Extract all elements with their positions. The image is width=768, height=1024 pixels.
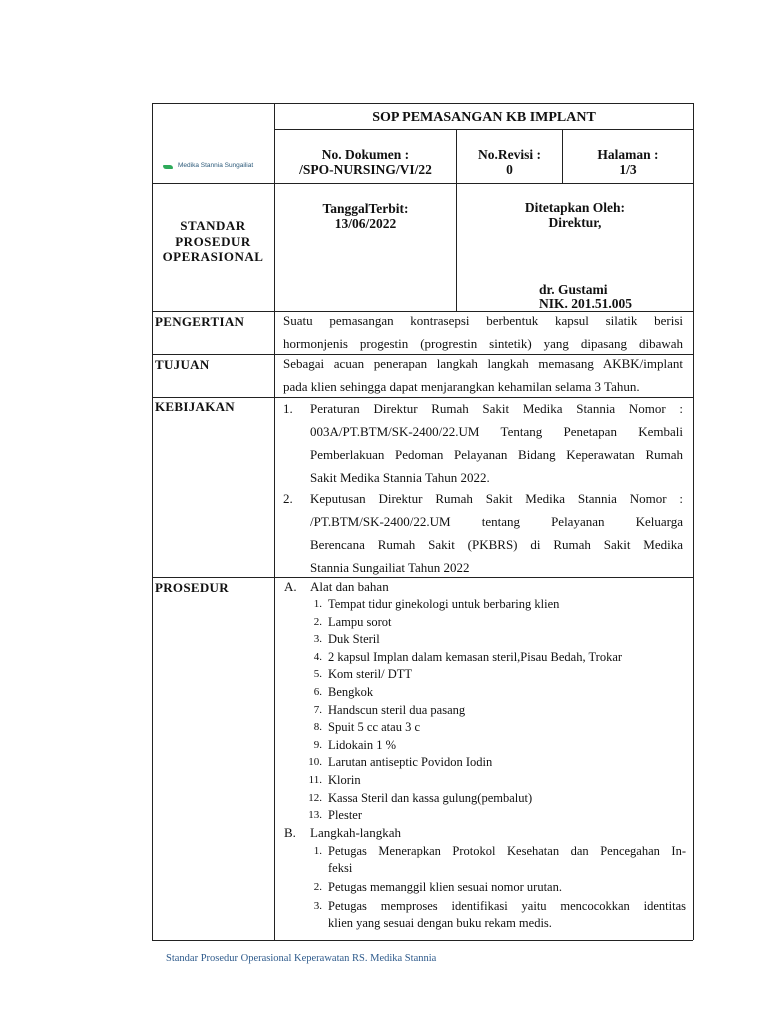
list-item-text: Larutan antiseptic Povidon Iodin — [328, 755, 493, 770]
tujuan-line: Sebagai acuan penerapan langkah langkah memasang AKBK/implant — [283, 356, 683, 371]
list-item-number: 10. — [308, 756, 322, 769]
list-item-number: 4. — [313, 650, 322, 663]
kebijakan-item-number: 1. — [283, 401, 293, 416]
list-item-number: 1. — [313, 845, 322, 857]
list-item — [296, 649, 686, 667]
kebijakan-item-text — [310, 487, 683, 579]
list-item-text: Petugas memproses identifikasi yaitu mencocokkan identitas — [328, 899, 686, 913]
list-item-text: Kassa Steril dan kassa gulung(pembalut) — [328, 790, 533, 805]
list-item-number: 1. — [313, 598, 322, 610]
approved-by-label: Ditetapkan Oleh: — [524, 200, 626, 215]
list-item-text: Lidokain 1 % — [328, 737, 397, 752]
kebijakan-line: Berencana Rumah Sakit (PKBRS) di Rumah Sakit Medika — [310, 537, 683, 552]
logo-text: Medika Stannia Sungailiat — [178, 162, 254, 169]
kebijakan-line: 003A/PT.BTM/SK-2400/22.UM Tentang Penetapan Kembali — [310, 424, 683, 439]
prosedur-label: PROSEDUR — [155, 580, 229, 595]
revision-value: 0 — [506, 162, 513, 177]
page-number-label: Halaman : — [597, 147, 659, 162]
kebijakan-item-text — [310, 397, 683, 489]
list-item-number: 6. — [313, 685, 322, 698]
table-border-title-bottom — [274, 129, 693, 130]
kebijakan-line: Sakit Medika Stannia Tahun 2022. — [310, 470, 490, 485]
document-title: SOP PEMASANGAN KB IMPLANT — [372, 110, 596, 125]
list-item-number: 5. — [313, 668, 322, 681]
table-border-meta-bottom — [152, 183, 693, 184]
tujuan-label: TUJUAN — [155, 357, 210, 372]
list-item-text: Spuit 5 cc atau 3 c — [328, 720, 420, 735]
list-item-text: Klorin — [328, 772, 361, 787]
list-item — [296, 807, 686, 825]
document-number-cell — [275, 147, 456, 177]
page-footer: Standar Prosedur Operasional Keperawatan RS. Medika Stannia — [166, 953, 437, 964]
list-item-text: Duk Steril — [328, 632, 380, 647]
kebijakan-item — [283, 397, 683, 489]
page-number-value: 1/3 — [619, 162, 637, 177]
kebijakan-line: /PT.BTM/SK-2400/22.UM tentang Pelayanan Keluarga — [310, 514, 683, 529]
sop-side-title — [153, 218, 273, 265]
list-item-text: Kom steril/ DTT — [328, 667, 413, 682]
list-item-text: Petugas memanggil klien sesuai nomor urutan. — [328, 880, 562, 894]
list-item — [296, 772, 686, 790]
kebijakan-line: Pemberlakuan Pedoman Pelayanan Bidang Keperawatan Rumah — [310, 447, 683, 462]
list-item-text: Plester — [328, 808, 363, 823]
pengertian-label: PENGERTIAN — [155, 314, 245, 329]
tools-list — [296, 596, 686, 825]
kebijakan-item-number: 2. — [283, 491, 293, 506]
approved-role: Direktur, — [548, 215, 602, 230]
pengertian-line: Suatu pemasangan kontrasepsi berbentuk kapsul silatik berisi — [283, 313, 683, 328]
issue-date-label: TanggalTerbit: — [322, 201, 409, 216]
list-item — [296, 843, 686, 877]
list-item — [296, 596, 686, 614]
list-item — [296, 754, 686, 772]
pengertian-text — [283, 309, 683, 355]
kebijakan-line: Peraturan Direktur Rumah Sakit Medika Stannia Nomor : — [310, 401, 683, 416]
steps-list — [296, 843, 686, 934]
revision-cell — [457, 147, 562, 177]
list-item-text: feksi — [328, 861, 353, 875]
side-title-line-3: OPERASIONAL — [162, 249, 264, 264]
leaf-icon — [163, 165, 173, 169]
list-item — [296, 737, 686, 755]
side-title-line-1: STANDAR — [180, 218, 246, 233]
section-a-letter: A. — [284, 579, 297, 594]
approver-nik: NIK. 201.51.005 — [539, 296, 633, 311]
table-border-bottom — [152, 940, 693, 941]
approver-name: dr. Gustami — [539, 282, 608, 297]
section-a-title: Alat dan bahan — [310, 579, 389, 594]
list-item — [296, 719, 686, 737]
approval-cell — [457, 200, 693, 230]
list-item-number: 2. — [313, 881, 322, 893]
section-b-title: Langkah-langkah — [310, 825, 401, 840]
side-title-line-2: PROSEDUR — [175, 233, 251, 249]
list-item-number: 11. — [308, 773, 322, 786]
list-item — [296, 898, 686, 932]
pengertian-line: hormonjenis progestin (progrestin sintetik) yang dipasang dibawah — [283, 336, 683, 351]
list-item — [296, 702, 686, 720]
kebijakan-label: KEBIJAKAN — [155, 399, 235, 414]
list-item — [296, 879, 686, 896]
section-b-letter: B. — [284, 825, 296, 840]
kebijakan-line: Stannia Sungailiat Tahun 2022 — [310, 560, 470, 575]
list-item-number: 12. — [308, 791, 322, 804]
kebijakan-line: Keputusan Direktur Rumah Sakit Medika Stannia Nomor : — [310, 491, 683, 506]
issue-date-value: 13/06/2022 — [334, 216, 397, 231]
list-item-text: 2 kapsul Implan dalam kemasan steril,Pisau Bedah, Trokar — [328, 649, 623, 664]
list-item-number: 9. — [313, 738, 322, 751]
list-item-text: Lampu sorot — [328, 614, 392, 629]
list-item-number: 13. — [308, 809, 322, 822]
list-item — [296, 684, 686, 702]
list-item — [296, 666, 686, 684]
kebijakan-item — [283, 487, 683, 579]
list-item — [296, 631, 686, 649]
revision-label: No.Revisi : — [478, 147, 541, 162]
list-item-text: Bengkok — [328, 684, 374, 699]
table-border-top — [152, 103, 693, 104]
list-item — [296, 790, 686, 808]
document-number-value: /SPO-NURSING/VI/22 — [299, 162, 432, 177]
page-number-cell — [563, 147, 693, 177]
list-item-number: 2. — [313, 615, 322, 628]
tujuan-line: pada klien sehingga dapat menjarangkan kehamilan selama 3 Tahun. — [283, 379, 640, 394]
list-item-text: Petugas Menerapkan Protokol Kesehatan dan Pencegahan In- — [328, 844, 686, 858]
list-item-text: Handscun steril dua pasang — [328, 702, 466, 717]
issue-date-cell — [275, 201, 456, 231]
list-item-number: 7. — [313, 703, 322, 716]
hospital-logo — [163, 163, 273, 175]
list-item-text: Tempat tidur ginekologi untuk berbaring klien — [328, 597, 560, 611]
list-item-number: 3. — [313, 900, 322, 912]
list-item-number: 8. — [313, 721, 322, 734]
list-item-number: 3. — [313, 633, 322, 646]
list-item-text: klien yang sesuai dengan buku rekam medis. — [328, 916, 552, 930]
table-border-right — [693, 103, 694, 940]
list-item — [296, 614, 686, 632]
tujuan-text — [283, 352, 683, 398]
document-number-label: No. Dokumen : — [321, 147, 410, 162]
